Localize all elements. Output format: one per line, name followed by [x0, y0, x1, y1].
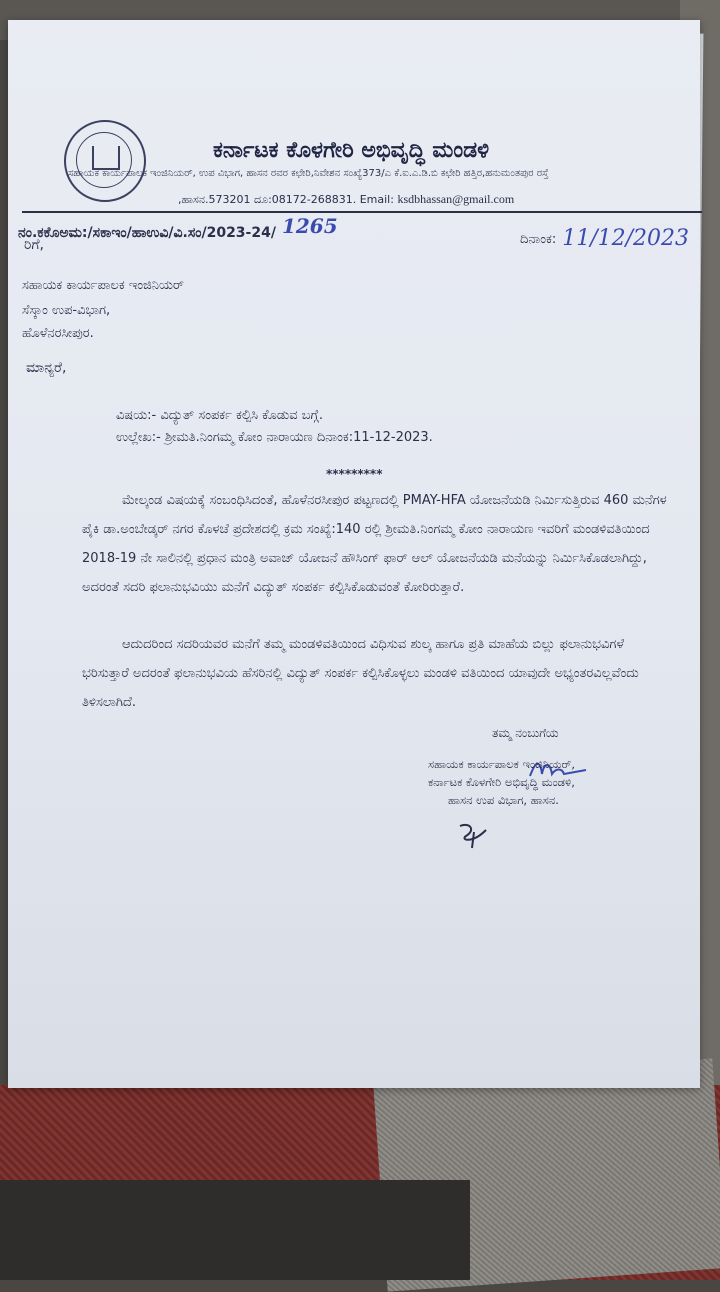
reference-number-printed: ನಂ.ಕಕೊಅಮ:/ಸಕಾಇಂ/ಹಾಉವಿ/ವಿ.ಸಂ/2023-24/ [18, 225, 276, 241]
subject-line: ವಿಷಯ:- ವಿದ್ಯುತ್ ಸಂಪರ್ಕ ಕಲ್ಪಿಸಿ ಕೊಡುವ ಬಗ್ಗೆ. [116, 408, 323, 423]
org-title: ಕರ್ನಾಟಕ ಕೊಳಗೇರಿ ಅಭಿವೃದ್ಧಿ ಮಂಡಳಿ [213, 138, 490, 163]
letter-sheet [8, 20, 700, 1088]
reference-line: ಉಲ್ಲೇಖ:- ಶ್ರೀಮತಿ.ನಿಂಗಮ್ಮ ಕೋಂ ನಾರಾಯಣ ದಿನಾಂಕ:11-12-2023. [116, 430, 433, 445]
closing-regards: ತಮ್ಮ ನಂಬುಗೆಯ [492, 726, 559, 740]
separator-stars: ********* [326, 467, 383, 481]
salutation: ಮಾನ್ಯರೆ, [26, 360, 67, 376]
body-paragraph-1: ಮೇಲ್ಕಂಡ ವಿಷಯಕ್ಕೆ ಸಂಬಂಧಿಸಿದಂತೆ, ಹೊಳೆನರಸೀಪುರ ಪಟ್ಟಣದಲ್ಲಿ PMAY-HFA ಯೋಜನೆಯಡಿ ನಿರ್ಮಿಸುತ್ತಿರುವ 460 ಮನೆಗಳ ಪೈಕಿ ಡಾ.ಅಂಬೇಡ್ಕರ್ ನಗರ ಕೊಳಚೆ ಪ್ರದೇಶದಲ್ಲಿ ಕ್ರಮ ಸಂಖ್ಯೆ:140 ರಲ್ಲಿ ಶ್ರೀಮತಿ.ನಿಂಗಮ್ಮ ಕೋಂ ನಾರಾಯಣ ಇವರಿಗೆ ಮಂಡಳಿವತಿಯಿಂದ 2018-19 ನೇ ಸಾಲಿನಲ್ಲಿ ಪ್ರಧಾನ ಮಂತ್ರಿ ಅವಾಜ್ ಯೋಜನೆ ಹೌಸಿಂಗ್ ಫಾರ್ ಆಲ್ ಯೋಜನೆಯಡಿ ಮನೆಯನ್ನು ನಿರ್ಮಿಸಿಕೊಡಲಾಗಿದ್ದು, ಅದರಂತೆ ಸದರಿ ಫಲಾನುಭವಿಯು ಮನೆಗೆ ವಿದ್ಯುತ್ ಸಂಪರ್ಕ ಕಲ್ಪಿಸಿಕೊಡುವಂತೆ ಕೋರಿರುತ್ತಾರೆ. [82, 493, 667, 595]
address-line-2 [178, 192, 514, 207]
reference-number-handwritten: 1265 [281, 214, 338, 238]
recipient-line-3: ಹೊಳೆನರಸೀಪುರ. [22, 326, 94, 341]
address-contact: ,ಹಾಸನ.573201 ದೂ:08172-268831. Email: [178, 193, 398, 206]
email-text: ksdbhassan@gmail.com [397, 192, 515, 206]
body-paragraph-2: ಆದುದರಿಂದ ಸದರಿಯವರ ಮನೆಗೆ ತಮ್ಮ ಮಂಡಳಿವತಿಯಿಂದ ವಿಧಿಸುವ ಶುಲ್ಕ ಹಾಗೂ ಪ್ರತಿ ಮಾಹೆಯ ಬಿಲ್ಲು ಫಲಾನುಭವಿಗಳೆ ಭರಿಸುತ್ತಾರೆ ಅದರಂತೆ ಫಲಾನುಭವಿಯ ಹೆಸರಿನಲ್ಲಿ ವಿದ್ಯುತ್ ಸಂಪರ್ಕ ಕಲ್ಪಿಸಿಕೊಳ್ಳಲು ಮಂಡಳಿ ವತಿಯಿಂದ ಯಾವುದೇ ಅಭ್ಯಂತರವಿಲ್ಲವೆಂದು ತಿಳಿಸಲಾಗಿದೆ. [82, 637, 639, 710]
initials-scribble [456, 820, 492, 850]
recipient-line-2: ಸೆಸ್ಕಾಂ ಉಪ-ವಿಭಾಗ, [22, 303, 111, 318]
recipient-to: ರಿಗೆ, [24, 237, 44, 253]
date-field [520, 224, 689, 249]
date-label: ದಿನಾಂಕ: [520, 232, 557, 247]
address-line-1: ಸಹಾಯಕ ಕಾರ್ಯಪಾಲಕ ಇಂಜಿನಿಯರ್, ಉಪ ವಿಭಾಗ, ಹಾಸನ ರವರ ಕಛೇರಿ,ನಿವೇಶನ ಸಂಖ್ಯೆ373/ಎ ಕೆ.ಐ.ಎ.ಡಿ.ಬಿ ಕಛೇರಿ ಹತ್ತಿರ,ಹನುಮಂತಪುರ ರಸ್ತೆ [68, 168, 549, 179]
header-rule [22, 211, 702, 213]
designation-line-3: ಹಾಸನ ಉಪ ವಿಭಾಗ, ಹಾಸನ. [448, 793, 559, 807]
reference-number [18, 214, 338, 242]
designation-line-2: ಕರ್ನಾಟಕ ಕೊಳಗೇರಿ ಅಭಿವೃದ್ಧಿ ಮಂಡಳಿ, [428, 775, 575, 789]
date-handwritten: 11/12/2023 [562, 226, 690, 251]
designation-line-1: ಸಹಾಯಕ ಕಾರ್ಯಪಾಲಕ ಇಂಜಿನಿಯರ್, [428, 757, 575, 771]
recipient-line-1: ಸಹಾಯಕ ಕಾರ್ಯಪಾಲಕ ಇಂಜಿನಿಯರ್ [22, 278, 185, 293]
dark-cloth [0, 1180, 470, 1280]
board-seal-logo [64, 120, 146, 202]
